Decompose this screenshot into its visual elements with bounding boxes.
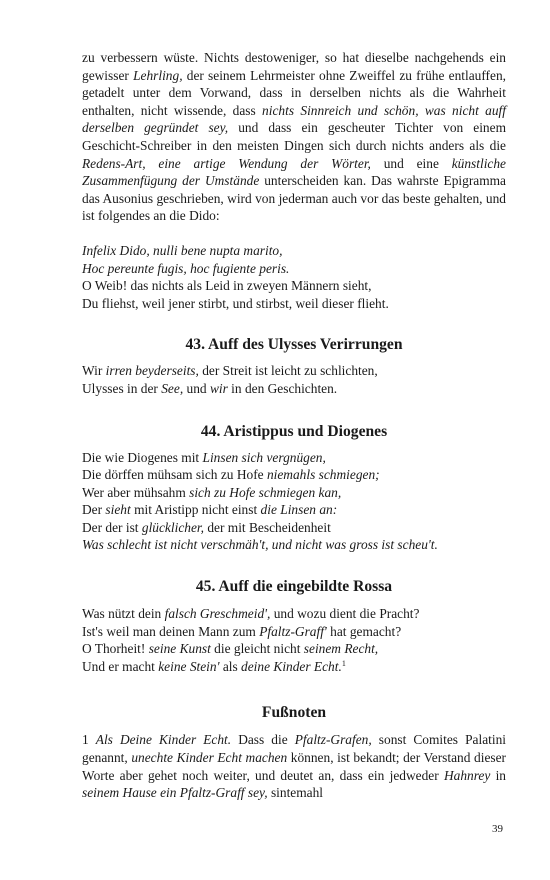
text-run: 1 — [82, 732, 96, 748]
italic-text: Lehrling, — [133, 67, 183, 83]
text-run: in den Geschichten. — [227, 380, 338, 396]
text-run: Wir — [82, 363, 106, 379]
text-run: und dass ein gescheuter Tichter von einem Geschicht-Schreiber in den meisten Dingen sich durch nichts anders als die — [82, 120, 506, 153]
text-run: in — [490, 767, 506, 783]
text-run: der seinem Lehrmeister ohne Zweiffel zu frühe entlauffen, getadelt unter dem Vorwand, dass in derselben nichts als die Wahrheit enthalten, nicht wissende, dass — [82, 67, 507, 118]
text-run: Wer aber mühsahm — [82, 484, 190, 500]
italic-text: Als Deine Kinder Echt. — [95, 732, 232, 748]
text-run: Die dörffen mühsam sich zu Hofe — [82, 467, 267, 483]
italic-text: die Linsen an: — [260, 502, 338, 518]
italic-text: seinem Hause ein Pfaltz-Graff sey, — [82, 785, 268, 801]
verse-line — [82, 449, 506, 467]
italic-text: künstliche Zusammenfügung der Umstände — [82, 155, 506, 189]
italic-text: Was schlecht ist nicht verschmäh't, und nicht was gross ist scheu't. — [82, 537, 438, 553]
italic-text: Linsen sich vergnügen, — [202, 449, 326, 465]
italic-text: Infelix Dido, nulli bene nupta marito, — [82, 242, 283, 258]
text-run: Und er macht — [82, 658, 159, 674]
verse-line — [82, 466, 506, 484]
italic-text: Pfaltz-Graff' — [259, 623, 327, 639]
text-run: zu verbessern wüste. Nichts destoweniger, so hat dieselbe nachgehends ein gewisser — [82, 50, 506, 83]
poem-43-verse — [82, 362, 506, 397]
dido-epigram — [82, 242, 506, 312]
text-run: sintemahl — [267, 785, 324, 801]
italic-text: nichts Sinnreich und schön, was nicht auff derselben gegründet sey, — [82, 102, 506, 136]
verse-line — [82, 484, 506, 502]
italic-text: irren beyderseits, — [105, 363, 199, 379]
verse-line — [82, 295, 506, 313]
text-run: und wozu dient die Pracht? — [270, 606, 420, 622]
text-run: als — [219, 658, 242, 674]
text-run: Ulysses in der — [82, 380, 162, 396]
verse-line — [82, 277, 506, 295]
verse-line — [82, 536, 506, 554]
text-run: unterscheiden kan. Das wahrste Epigramma das Ausonius geschrieben, wird von jederman auch vor das beste gehalten, und ist folgendes an die Dido: — [82, 173, 507, 224]
page-body — [82, 49, 506, 802]
text-run: O Thorheit! — [82, 641, 149, 657]
text-run: Der — [82, 502, 106, 518]
text-run: sonst Comites Palatini genannt, — [82, 732, 506, 766]
verse-line — [82, 640, 506, 658]
italic-text: niemahls schmiegen; — [266, 467, 380, 483]
footnotes-heading: Fußnoten — [261, 704, 327, 722]
italic-text: Redens-Art, eine artige Wendung der Wörter, — [82, 155, 371, 171]
text-run: mit Aristipp nicht einst — [130, 502, 261, 518]
text-run: können, ist bekandt; der Verstand dieser Worte aber gehet noch weiter, und deutet an, dass ein jedweder — [82, 750, 506, 783]
verse-line — [82, 380, 506, 398]
text-run: Der der ist — [82, 519, 142, 535]
page-number: 39 — [492, 823, 503, 835]
text-run: und — [183, 380, 210, 396]
text-run: Die wie Diogenes mit — [82, 449, 203, 465]
text-run: hat gemacht? — [326, 623, 402, 639]
text-run: Ist's weil man deinen Mann zum — [82, 623, 260, 639]
verse-line — [82, 658, 506, 676]
text-run: O Weib! das nichts als Leid in zweyen Männern sieht, — [82, 278, 372, 294]
text-run: Was nützt dein — [82, 606, 165, 622]
italic-text: sieht — [105, 502, 131, 518]
text-run: Dass die — [231, 732, 295, 748]
poem-45-title: 45. Auff die eingebildte Rossa — [195, 578, 393, 596]
italic-text: See, — [161, 380, 184, 396]
verse-line — [82, 605, 506, 623]
text-run: der Streit ist leicht zu schlichten, — [198, 363, 378, 379]
poem-45-verse — [82, 605, 506, 675]
verse-line — [82, 242, 506, 260]
text-run: Du fliehst, weil jener stirbt, und stirbst, weil dieser flieht. — [82, 295, 389, 311]
intro-paragraph — [82, 49, 506, 225]
text-run: der mit Bescheidenheit — [203, 519, 331, 535]
verse-line — [82, 623, 506, 641]
poem-44-title: 44. Aristippus und Diogenes — [200, 422, 388, 440]
footnote-1 — [82, 731, 506, 801]
verse-line — [82, 362, 506, 380]
italic-text: Pfaltz-Grafen, — [294, 732, 372, 748]
verse-gap — [82, 225, 506, 242]
footnote-marker: 1 — [341, 658, 346, 668]
italic-text: glücklicher, — [141, 519, 204, 535]
verse-line — [82, 260, 506, 278]
italic-text: Hahnrey — [443, 767, 491, 783]
poem-43-title: 43. Auff des Ulysses Verirrungen — [185, 336, 403, 354]
italic-text: unechte Kinder Echt machen — [131, 750, 288, 766]
text-run: die gleicht nicht — [210, 641, 304, 657]
italic-text: deine Kinder Echt. — [241, 658, 342, 674]
italic-text: falsch Greschmeid', — [164, 606, 271, 622]
poem-44-verse — [82, 449, 506, 555]
italic-text: seine Kunst — [148, 641, 211, 657]
text-run: und eine — [370, 155, 452, 171]
verse-line — [82, 519, 506, 537]
italic-text: seinem Recht, — [303, 641, 379, 657]
italic-text: keine Stein' — [158, 658, 220, 674]
verse-line — [82, 501, 506, 519]
italic-text: sich zu Hofe schmiegen kan, — [189, 484, 342, 500]
italic-text: Hoc pereunte fugis, hoc fugiente peris. — [82, 260, 290, 276]
italic-text: wir — [209, 380, 228, 396]
